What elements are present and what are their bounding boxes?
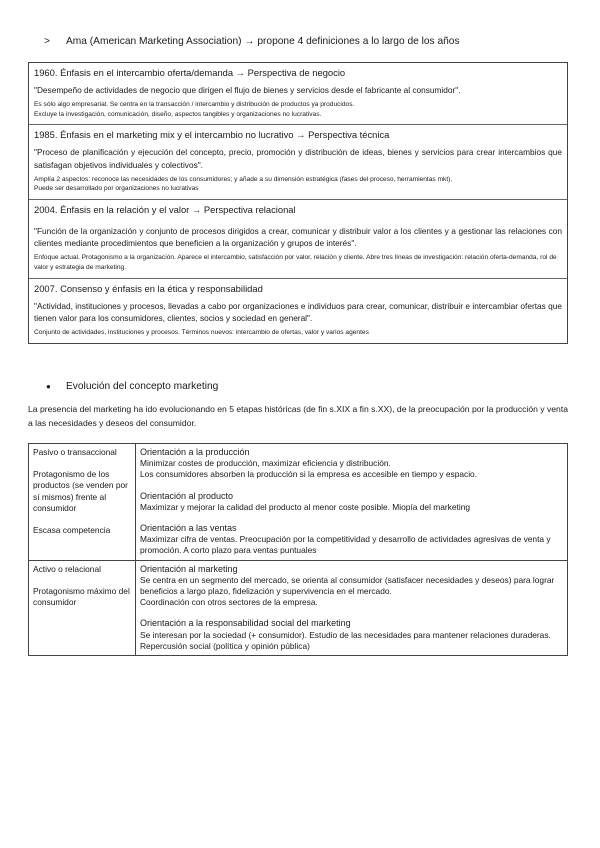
definition-title: 1985. Énfasis en el marketing mix y el intercambio no lucrativo → Perspectiva técnica <box>34 129 390 141</box>
definition-title: 2007. Consenso y énfasis en la ética y responsabilidad <box>34 282 263 294</box>
definition-note: Enfoque actual. Protagonismo a la organización. Aparece el intercambio, satisfacción por valor, relación y cliente. Abre tres líneas de investigación: relación oferta-demanda, rol de valor y estrategia de marketing. <box>34 254 557 271</box>
definition-quote: "Proceso de planificación y ejecución del concepto, precio, promoción y distribución de ideas, bienes y servicios para crear intercambios que satisfagan objetivos individuales y colectivos". <box>34 147 562 170</box>
stage-description: Maximizar y mejorar la calidad del producto al menor coste posible. Miopía del marketing <box>140 501 471 512</box>
evolution-table <box>28 443 568 656</box>
phase-label: Activo o relacional <box>33 563 101 574</box>
definitions-table <box>28 62 568 344</box>
intro-line <box>44 36 460 47</box>
phase-label: Protagonismo máximo del consumidor <box>33 585 130 608</box>
definition-note: Puede ser desarrollado por organizaciones no lucrativas <box>34 185 199 193</box>
definition-title: 2004. Énfasis en la relación y el valor → Perspectiva relacional <box>34 203 296 215</box>
stage-description: Maximizar cifra de ventas. Preocupación por la competitividad y desarrollo de actividades agresivas de venta y promoción. A corto plazo para ventas puntuales <box>140 534 551 556</box>
stage-description: Se interesan por la sociedad (+ consumidor). Estudio de las necesidades para mantener relaciones duraderas. Repercusión social (política y opinión pública) <box>140 629 551 651</box>
phase-cell <box>29 444 136 561</box>
definition-2007 <box>29 279 567 343</box>
definition-1985 <box>29 125 567 200</box>
stage-description: Minimizar costes de producción, maximizar eficiencia y distribución. <box>140 458 391 469</box>
stages-cell <box>136 444 568 561</box>
definition-1960 <box>29 63 567 125</box>
evolution-heading-text: Evolución del concepto marketing <box>66 381 219 392</box>
stage-title: Orientación a las ventas <box>140 523 237 534</box>
definition-quote: "Actividad, instituciones y procesos, llevadas a cabo por organizaciones e individuos para crear, comunicar, distribuir e intercambiar ofertas que tienen valor para los consumidores, clientes, socios y sociedad en general". <box>34 300 562 323</box>
dot-bullet-icon: ● <box>46 382 51 391</box>
stages-cell <box>136 560 568 655</box>
definition-note: Excluye la investigación, comunicación, diseño, aspectos tangibles y organizaciones no lucrativas. <box>34 110 322 118</box>
definition-note: Amplía 2 aspectos: reconoce las necesidades de los consumidores; y añade a su dimensión estratégica (fases del proceso, herramientas mkt). <box>34 175 453 183</box>
definition-note: Es sólo algo empresarial. Se centra en la transacción / intercambio y distribución de productos ya producidos. <box>34 101 355 109</box>
evolution-heading <box>46 381 218 392</box>
intro-text: Ama (American Marketing Association) → propone 4 definiciones a lo largo de los años <box>66 36 460 47</box>
stage-description: Los consumidores absorben la producción si la empresa es accesible en tiempo y espacio. <box>140 469 478 480</box>
definition-quote: "Desempeño de actividades de negocio que dirigen el flujo de bienes y servicios desde el fabricante al consumidor". <box>34 85 461 95</box>
phase-label: Escasa competencia <box>33 525 111 536</box>
table-row <box>29 560 568 655</box>
table-row <box>29 444 568 561</box>
stage-title: Orientación a la producción <box>140 447 250 457</box>
stage-title: Orientación al marketing <box>140 563 238 574</box>
definition-quote: "Función de la organización y conjunto de procesos dirigidos a crear, comunicar y distribuir valor a los clientes y a gestionar las relaciones con clientes mediante procedimientos que beneficien a la organización y grupos de interés". <box>34 225 562 249</box>
definition-title: 1960. Énfasis en el intercambio oferta/demanda → Perspectiva de negocio <box>34 67 346 78</box>
stage-description: Se centra en un segmento del mercado, se orienta al consumidor (satisfacer necesidades y deseos) para lograr beneficios a largo plazo, fidelización y supervivencia en el mercado. <box>140 574 555 597</box>
evolution-paragraph: La presencia del marketing ha ido evolucionando en 5 etapas históricas (de fin s.XIX a fin s.XX), de la preocupación por la producción y venta a las necesidades y deseos del consumidor. <box>28 404 568 428</box>
phase-label: Protagonismo de los productos (se venden por sí mismos) frente al consumidor <box>33 469 128 513</box>
phase-cell <box>29 560 136 655</box>
arrow-bullet-icon: > <box>44 36 50 47</box>
definition-note: Conjunto de actividades, instituciones y procesos. Términos nuevos: intercambio de ofertas, valor y varios agentes <box>34 328 369 336</box>
stage-title: Orientación al producto <box>140 490 234 501</box>
phase-label: Pasivo o transaccional <box>33 447 117 457</box>
stage-description: Coordinación con otros sectores de la empresa. <box>140 597 318 608</box>
definition-2004 <box>29 200 567 279</box>
stage-title: Orientación a la responsabilidad social del marketing <box>140 618 351 629</box>
